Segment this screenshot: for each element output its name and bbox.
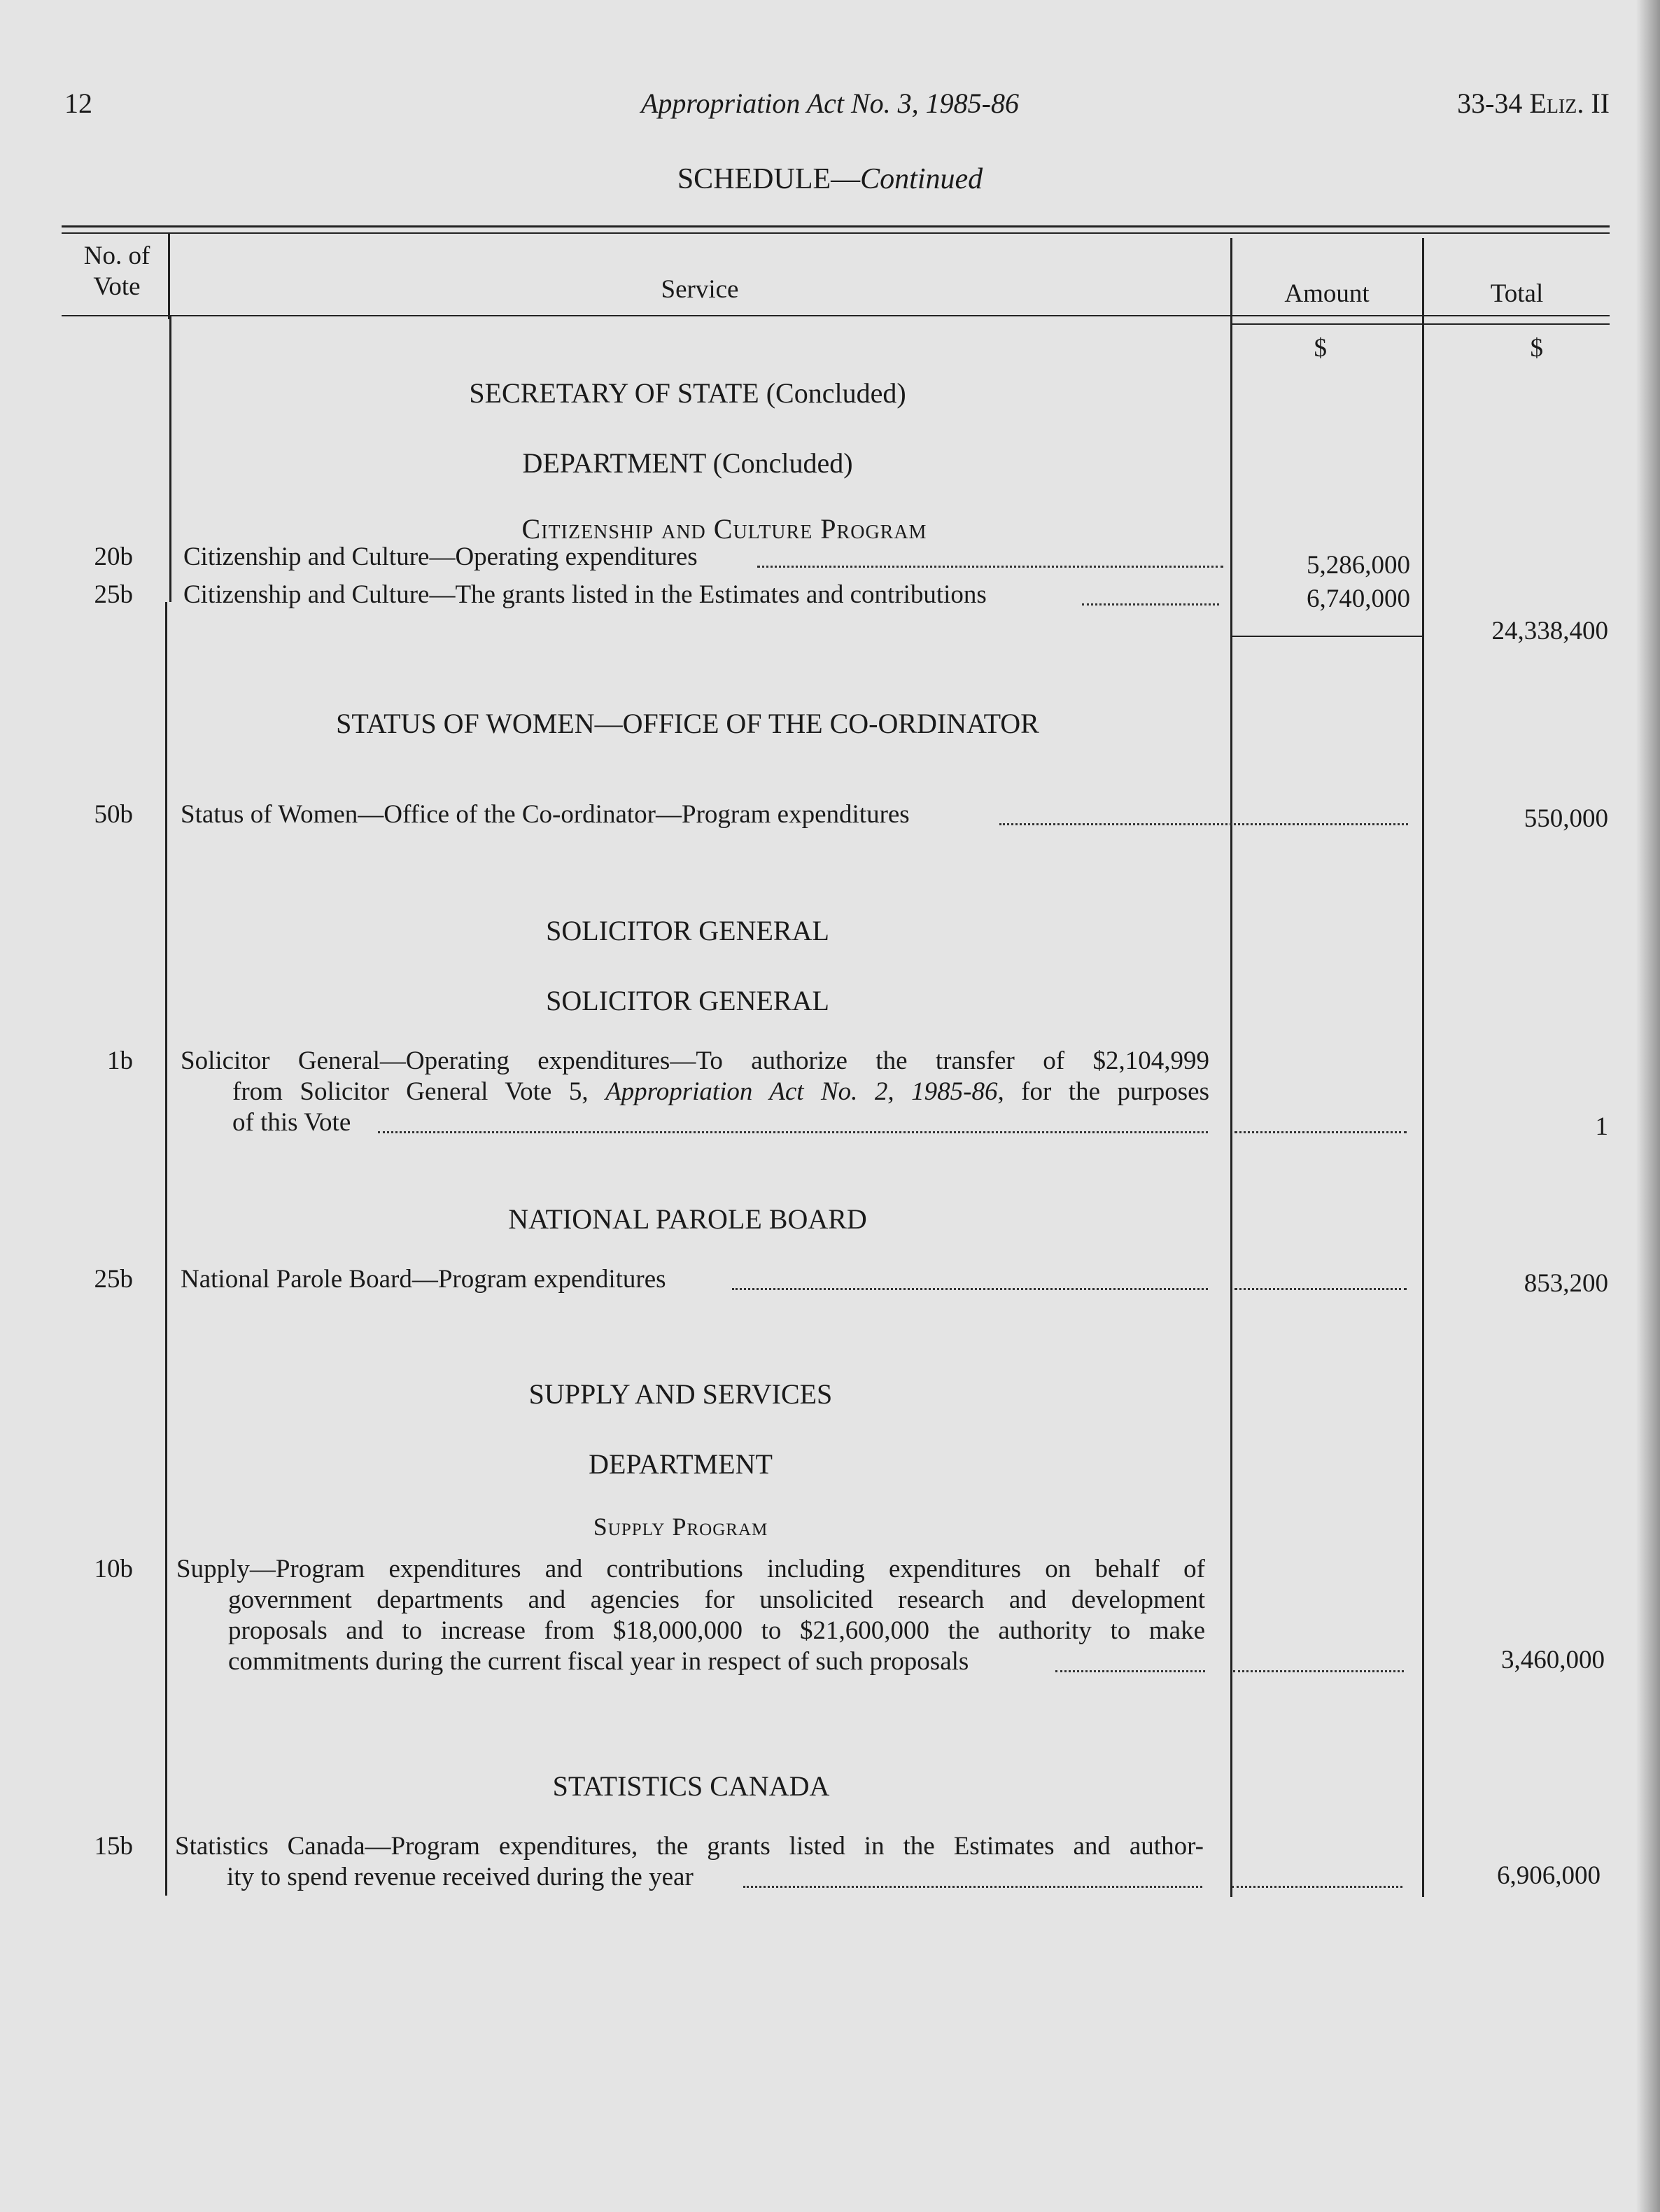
vote-20b-amount: 5,286,000 — [1307, 551, 1410, 580]
vote-20b-text: Citizenship and Culture—Operating expenditures — [183, 542, 698, 571]
section-solicitor-general: SOLICITOR GENERAL — [546, 915, 829, 946]
vote-10b-line1: Supply—Program expenditures and contributions including expenditures on behalf of — [176, 1555, 1205, 1583]
vote-1b-line2-a: from Solicitor General Vote 5, — [232, 1077, 606, 1106]
vote-50b-text: Status of Women—Office of the Co-ordinator—Program expenditures — [181, 800, 910, 829]
vote-1b-line2-act: Appropriation Act No. 2, 1985-86, — [605, 1077, 1004, 1106]
vote-no-20b: 20b — [94, 542, 133, 571]
vote-10b-line3: proposals and to increase from $18,000,000 to $21,600,000 the authority to make — [228, 1616, 1205, 1645]
col-divider-amount — [1230, 238, 1232, 1897]
vote-10b-total: 3,460,000 — [1501, 1646, 1605, 1674]
header-bottom-rule — [62, 315, 1610, 316]
col-header-vote: No. of Vote — [83, 241, 150, 301]
leader-dots — [1232, 1886, 1402, 1888]
leader-dots — [378, 1131, 1208, 1133]
col-header-service: Service — [661, 275, 739, 304]
leader-dots — [757, 566, 1223, 568]
vote-15b-total: 6,906,000 — [1497, 1861, 1601, 1890]
amount-header-rule — [1230, 323, 1610, 325]
section-secretary-of-state: SECRETARY OF STATE (Concluded) — [469, 377, 906, 409]
section-status-of-women: STATUS OF WOMEN—OFFICE OF THE CO-ORDINATOR — [336, 708, 1039, 739]
program-supply: Supply Program — [593, 1513, 768, 1541]
section-national-parole-board: NATIONAL PAROLE BOARD — [508, 1203, 867, 1235]
vote-no-25b-npb: 25b — [94, 1265, 133, 1294]
vote-15b-line1: Statistics Canada—Program expenditures, the grants listed in the Estimates and author- — [175, 1832, 1204, 1861]
leader-dots — [1233, 1670, 1404, 1672]
leader-dots — [743, 1886, 1202, 1888]
table-top-rule-2 — [62, 232, 1610, 234]
section-supply-and-services: SUPPLY AND SERVICES — [528, 1378, 833, 1410]
table-top-rule — [62, 225, 1610, 227]
vote-15b-line2: ity to spend revenue received during the year — [227, 1863, 694, 1891]
vote-25b-npb-text: National Parole Board—Program expenditures — [181, 1265, 666, 1294]
vote-no-50b: 50b — [94, 800, 133, 829]
amount-subtotal-rule — [1230, 636, 1422, 637]
col-header-amount: Amount — [1284, 279, 1370, 308]
leader-dots — [1055, 1670, 1205, 1672]
vote-no-15b: 15b — [94, 1832, 133, 1861]
vote-no-10b: 10b — [94, 1555, 133, 1583]
leader-dots — [999, 823, 1408, 825]
leader-dots — [1235, 1131, 1407, 1133]
vote-no-25b-cc: 25b — [94, 580, 133, 609]
vote-25b-cc-amount: 6,740,000 — [1307, 584, 1410, 613]
page-number: 12 — [64, 88, 92, 119]
vote-25b-npb-total: 853,200 — [1524, 1269, 1608, 1298]
leader-dots — [1235, 1288, 1407, 1290]
page-edge-shadow — [1636, 0, 1660, 2212]
col-divider-vote-2 — [165, 602, 167, 1896]
vote-1b-line2 — [232, 1077, 1209, 1107]
subsection-solicitor-general: SOLICITOR GENERAL — [546, 985, 829, 1016]
vote-1b-line2-c: for the purposes — [1004, 1077, 1210, 1106]
vote-10b-line4: commitments during the current fiscal year in respect of such proposals — [228, 1647, 969, 1676]
schedule-title-main: SCHEDULE— — [677, 163, 861, 195]
schedule-title-continued: Continued — [860, 163, 983, 195]
vote-1b-total: 1 — [1595, 1112, 1608, 1141]
schedule-title — [0, 162, 1660, 196]
vote-25b-cc-text: Citizenship and Culture—The grants listed in the Estimates and contributions — [183, 580, 987, 609]
vote-10b-line2: government departments and agencies for unsolicited research and development — [228, 1586, 1205, 1614]
leader-dots — [1082, 603, 1219, 606]
vote-no-1b: 1b — [107, 1046, 133, 1075]
section-statistics-canada: STATISTICS CANADA — [552, 1770, 830, 1802]
amount-currency: $ — [1314, 334, 1327, 363]
vote-50b-total: 550,000 — [1524, 804, 1608, 833]
section-department: DEPARTMENT — [589, 1448, 773, 1480]
regnal-year: 33-34 Eliz. II — [1457, 88, 1610, 119]
act-title: Appropriation Act No. 3, 1985-86 — [641, 88, 1019, 119]
col-header-total: Total — [1490, 279, 1544, 308]
leader-dots — [732, 1288, 1208, 1290]
vote-25b-cc-total: 24,338,400 — [1491, 617, 1608, 645]
total-currency: $ — [1530, 334, 1543, 363]
vote-1b-line1: Solicitor General—Operating expenditures—To authorize the transfer of $2,104,999 — [181, 1046, 1209, 1075]
vote-1b-line3: of this Vote — [232, 1108, 351, 1137]
section-department-concluded: DEPARTMENT (Concluded) — [522, 447, 853, 479]
program-citizenship: Citizenship and Culture Program — [521, 513, 927, 545]
